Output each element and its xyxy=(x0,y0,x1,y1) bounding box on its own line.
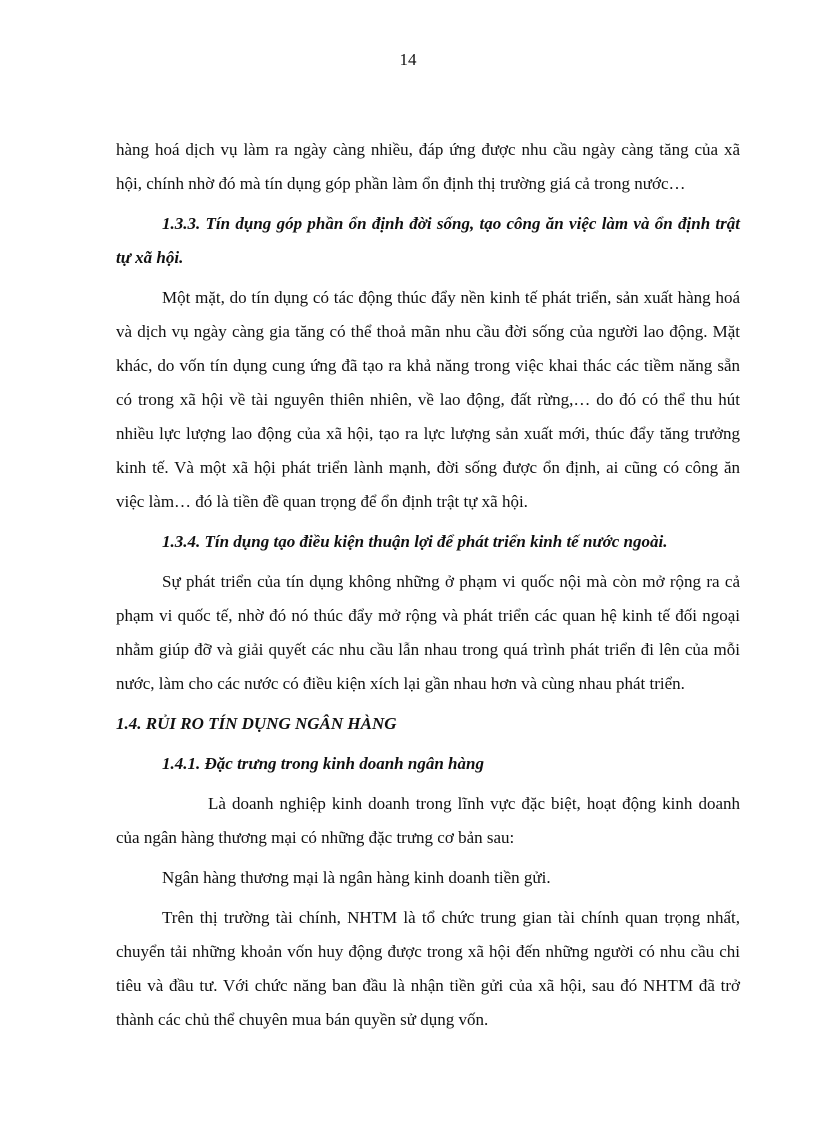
paragraph: Là doanh nghiệp kinh doanh trong lĩnh vực đặc biệt, hoạt động kinh doanh của ngân hàng thương mại có những đặc trưng cơ bản sau: xyxy=(116,794,740,847)
subsection-heading: 1.4.1. Đặc trưng trong kinh doanh ngân hàng xyxy=(162,754,484,773)
section-heading: 1.3.3. Tín dụng góp phần ổn định đời sống, tạo công ăn việc làm và ổn định trật tự xã hội. xyxy=(116,214,740,267)
page-number: 14 xyxy=(399,50,417,69)
paragraph: Trên thị trường tài chính, NHTM là tổ chức trung gian tài chính quan trọng nhất, chuyển tải những khoản vốn huy động được trong xã hội đến những người có nhu cầu chi tiêu và đầu tư. Với chức năng ban đầu là nhận tiền gửi của xã hội, sau đó NHTM đã trở thành các chủ thể chuyên mua bán quyền sử dụng vốn. xyxy=(116,908,740,1029)
document-body xyxy=(116,133,740,1037)
paragraph: Một mặt, do tín dụng có tác động thúc đẩy nền kinh tế phát triển, sản xuất hàng hoá và dịch vụ ngày càng gia tăng có thể thoả mãn nhu cầu đời sống của người lao động. Mặt khác, do vốn tín dụng cung ứng đã tạo ra khả năng trong việc khai thác các tiềm năng sẵn có trong xã hội về tài nguyên thiên nhiên, về lao động, đất rừng,… do đó có thể thu hút nhiều lực lượng lao động của xã hội, tạo ra lực lượng sản xuất mới, thúc đẩy tăng trưởng kinh tế. Và một xã hội phát triển lành mạnh, đời sống được ổn định, ai cũng có công ăn việc làm… đó là tiền đề quan trọng để ổn định trật tự xã hội. xyxy=(116,288,740,511)
paragraph: hàng hoá dịch vụ làm ra ngày càng nhiều, đáp ứng được nhu cầu ngày càng tăng của xã hội, chính nhờ đó mà tín dụng góp phần làm ổn định thị trường giá cả trong nước… xyxy=(116,140,740,193)
section-heading: 1.3.4. Tín dụng tạo điều kiện thuận lợi để phát triển kinh tế nước ngoài. xyxy=(162,532,668,551)
chapter-heading: 1.4. RỦI RO TÍN DỤNG NGÂN HÀNG xyxy=(116,714,397,733)
paragraph: Ngân hàng thương mại là ngân hàng kinh doanh tiền gửi. xyxy=(162,868,551,887)
paragraph: Sự phát triển của tín dụng không những ở phạm vi quốc nội mà còn mở rộng ra cả phạm vi quốc tế, nhờ đó nó thúc đẩy mở rộng và phát triển các quan hệ kinh tế đối ngoại nhằm giúp đỡ và giải quyết các nhu cầu lẫn nhau trong quá trình phát triển đi lên của mỗi nước, làm cho các nước có điều kiện xích lại gần nhau hơn và cùng nhau phát triển. xyxy=(116,572,740,693)
